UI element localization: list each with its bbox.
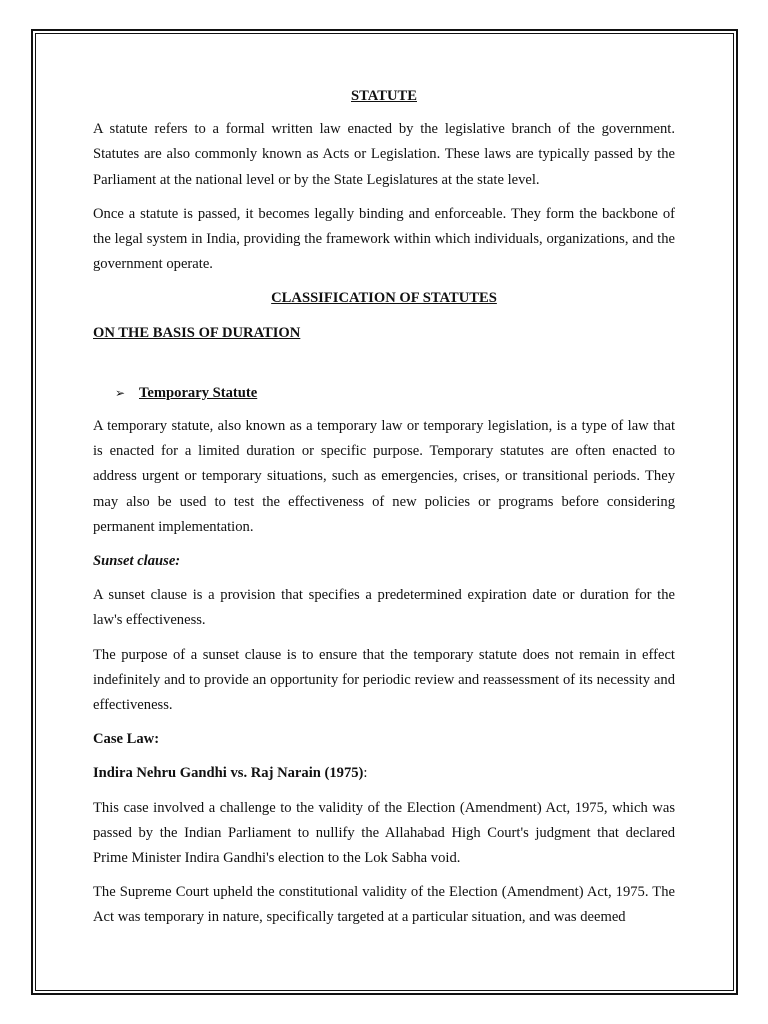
case-law-heading: Case Law:	[93, 731, 160, 748]
case-paragraph-2: The Supreme Court upheld the constitutional validity of the Election (Amendment) Act, 1975. The Act was temporary in nature, specifically targeted at a particular situation, and was deemed	[93, 884, 675, 926]
temporary-statute-bullet	[115, 381, 675, 406]
case-paragraph-1: This case involved a challenge to the validity of the Election (Amendment) Act, 1975, which was passed by the Indian Parliament to nullify the Allahabad High Court's judgment that declared Prime Minister Indira Gandhi's election to the Lok Sabha void.	[93, 799, 675, 867]
temporary-statute-paragraph: A temporary statute, also known as a temporary law or temporary legislation, is a type of law that is enacted for a limited duration or specific purpose. Temporary statutes are often enacted to address urgent or temporary situations, such as emergencies, crises, or transitional periods. They may also be used to test the effectiveness of new policies or programs before considering permanent implementation.	[93, 418, 675, 535]
basis-heading: ON THE BASIS OF DURATION	[93, 324, 301, 341]
case-name: Indira Nehru Gandhi vs. Raj Narain (1975)	[93, 765, 364, 782]
document-title: STATUTE	[351, 88, 417, 104]
sunset-clause-heading: Sunset clause:	[93, 553, 181, 570]
spacer	[93, 355, 675, 381]
document-body	[93, 84, 675, 940]
sunset-paragraph-1: A sunset clause is a provision that specifies a predetermined expiration date or duration for the law's effectiveness.	[93, 587, 675, 629]
case-name-line	[93, 761, 675, 786]
intro-paragraph-2: Once a statute is passed, it becomes legally binding and enforceable. They form the backbone of the legal system in India, providing the framework within which individuals, organizations, and the government operate.	[93, 205, 675, 273]
sunset-paragraph-2: The purpose of a sunset clause is to ensure that the temporary statute does not remain in effect indefinitely and to provide an opportunity for periodic review and reassessment of its necessity and effectiveness.	[93, 646, 675, 714]
arrow-bullet-icon: ➢	[115, 385, 126, 400]
classification-heading: CLASSIFICATION OF STATUTES	[271, 290, 497, 307]
temporary-statute-heading: Temporary Statute	[139, 384, 258, 401]
intro-paragraph-1: A statute refers to a formal written law enacted by the legislative branch of the government. Statutes are also commonly known as Acts or Legislation. These laws are typically passed by the Parliament at the national level or by the State Legislatures at the state level.	[93, 121, 675, 188]
case-name-suffix: :	[363, 765, 368, 782]
